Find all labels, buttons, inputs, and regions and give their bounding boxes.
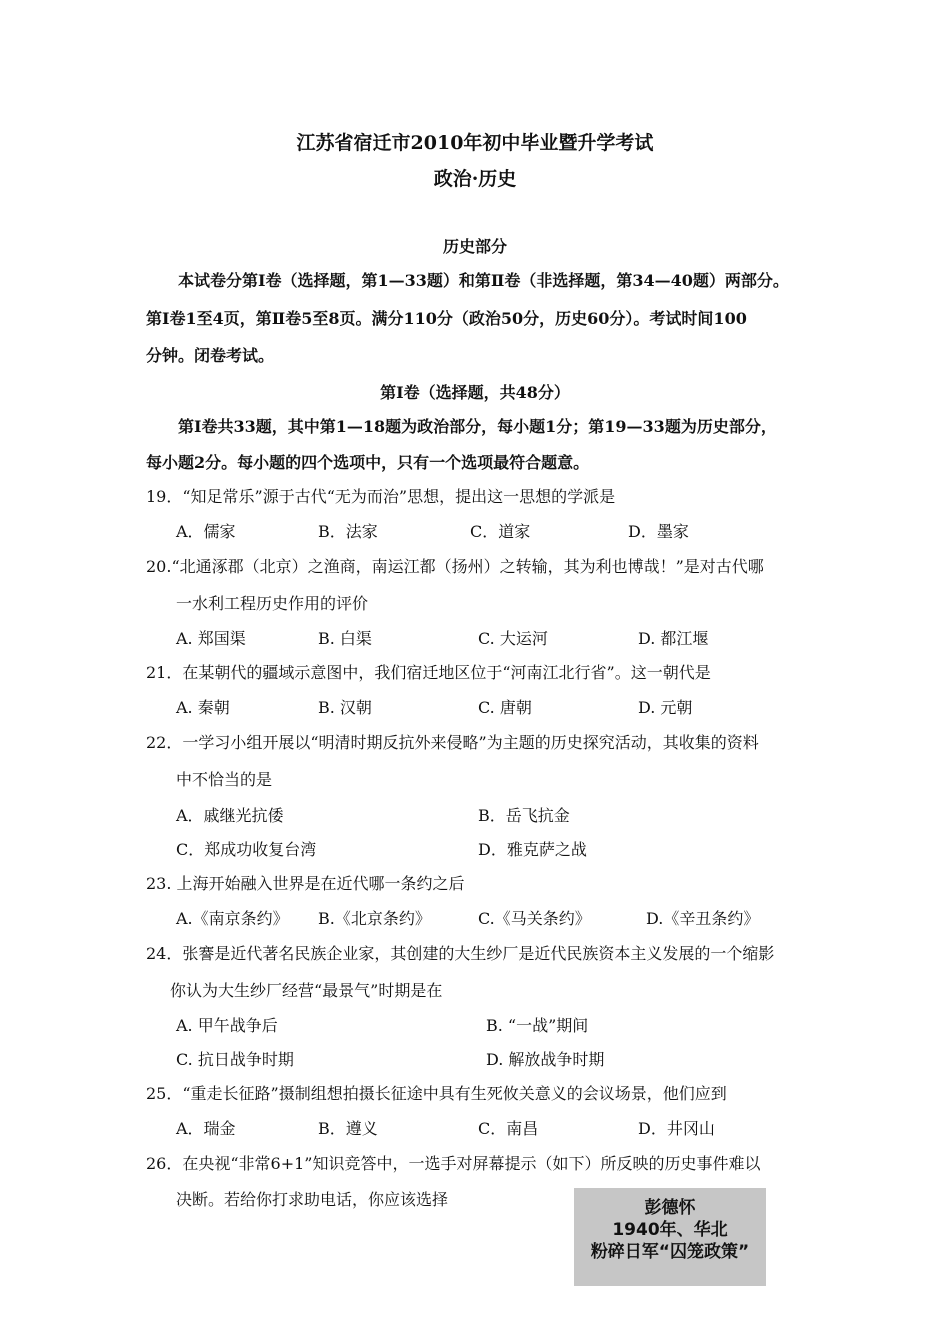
question-24-line-1: 24．张謇是近代著名民族企业家，其创建的大生纱厂是近代民族资本主义发展的一个缩影	[146, 944, 775, 963]
q24-option-c: C. 抗日战争时期	[176, 1050, 294, 1069]
q22-option-a: A．戚继光抗倭	[176, 806, 284, 825]
q20-option-b: B. 白渠	[318, 629, 372, 648]
q25-option-a: A．瑞金	[176, 1119, 236, 1138]
q19-option-b: B．法家	[318, 522, 378, 541]
intro-line-3: 分钟。闭卷考试。	[146, 346, 275, 365]
q22-option-d: D．雅克萨之战	[478, 840, 587, 859]
q23-option-c: C.《马关条约》	[478, 909, 591, 928]
q21-option-a: A. 秦朝	[176, 698, 230, 717]
intro-line-2: 第Ⅰ卷1至4页，第Ⅱ卷5至8页。满分110分（政治50分，历史60分）。考试时间100	[146, 309, 747, 328]
q23-option-a: A.《南京条约》	[176, 909, 289, 928]
q23-option-b: B.《北京条约》	[318, 909, 431, 928]
question-26-line-1: 26．在央视“非常6+1”知识竞答中，一选手对屏幕提示（如下）所反映的历史事件难以	[146, 1154, 761, 1173]
q23-option-d: D.《辛丑条约》	[646, 909, 760, 928]
q20-option-d: D. 都江堰	[638, 629, 709, 648]
q20-option-a: A. 郑国渠	[176, 629, 246, 648]
exam-title: 江苏省宿迁市2010年初中毕业暨升学考试	[296, 132, 654, 154]
q21-option-d: D. 元朝	[638, 698, 693, 717]
intro-line-1: 本试卷分第Ⅰ卷（选择题，第1—33题）和第Ⅱ卷（非选择题，第34—40题）两部分。	[178, 271, 789, 290]
question-23: 23. 上海开始融入世界是在近代哪一条约之后	[146, 874, 465, 893]
q19-option-d: D．墨家	[628, 522, 689, 541]
q21-option-b: B. 汉朝	[318, 698, 372, 717]
prompt-line-2: 1940年、华北	[612, 1220, 728, 1240]
question-20-line-1: 20.“北通涿郡（北京）之渔商，南运江都（扬州）之转输，其为利也博哉！”是对古代哪	[146, 557, 764, 576]
q22-option-b: B．岳飞抗金	[478, 806, 570, 825]
section-heading: 历史部分	[442, 237, 507, 256]
q19-option-a: A．儒家	[176, 522, 236, 541]
question-21: 21．在某朝代的疆域示意图中，我们宿迁地区位于“河南江北行省”。这一朝代是	[146, 663, 711, 682]
q20-option-c: C. 大运河	[478, 629, 548, 648]
q24-option-a: A. 甲午战争后	[176, 1016, 278, 1035]
exam-subtitle: 政治·历史	[433, 168, 517, 190]
part-note-2: 每小题2分。每小题的四个选项中，只有一个选项最符合题意。	[146, 453, 590, 472]
question-22-line-2: 中不恰当的是	[176, 770, 273, 789]
question-25: 25．“重走长征路”摄制组想拍摄长征途中具有生死攸关意义的会议场景，他们应到	[146, 1084, 727, 1103]
q21-option-c: C. 唐朝	[478, 698, 532, 717]
q25-option-d: D．井冈山	[638, 1119, 715, 1138]
part-title: 第Ⅰ卷（选择题，共48分）	[380, 383, 570, 402]
question-26-line-2: 决断。若给你打求助电话，你应该选择	[176, 1190, 449, 1209]
screen-prompt-box	[574, 1188, 766, 1286]
q22-option-c: C．郑成功收复台湾	[176, 840, 317, 859]
prompt-line-3: 粉碎日军“囚笼政策”	[590, 1242, 750, 1262]
question-19: 19．“知足常乐”源于古代“无为而治”思想，提出这一思想的学派是	[146, 487, 616, 506]
part-note-1: 第Ⅰ卷共33题，其中第1—18题为政治部分，每小题1分；第19—33题为历史部分，	[178, 417, 777, 436]
question-22-line-1: 22．一学习小组开展以“明清时期反抗外来侵略”为主题的历史探究活动，其收集的资料	[146, 733, 759, 752]
q25-option-b: B．遵义	[318, 1119, 378, 1138]
q24-option-b: B. “一战”期间	[486, 1016, 589, 1035]
q24-option-d: D. 解放战争时期	[486, 1050, 605, 1069]
prompt-line-1: 彭德怀	[644, 1198, 696, 1218]
question-24-line-2: 你认为大生纱厂经营“最景气”时期是在	[170, 981, 443, 1000]
q19-option-c: C．道家	[470, 522, 531, 541]
question-20-line-2: 一水利工程历史作用的评价	[176, 594, 369, 613]
q25-option-c: C．南昌	[478, 1119, 539, 1138]
